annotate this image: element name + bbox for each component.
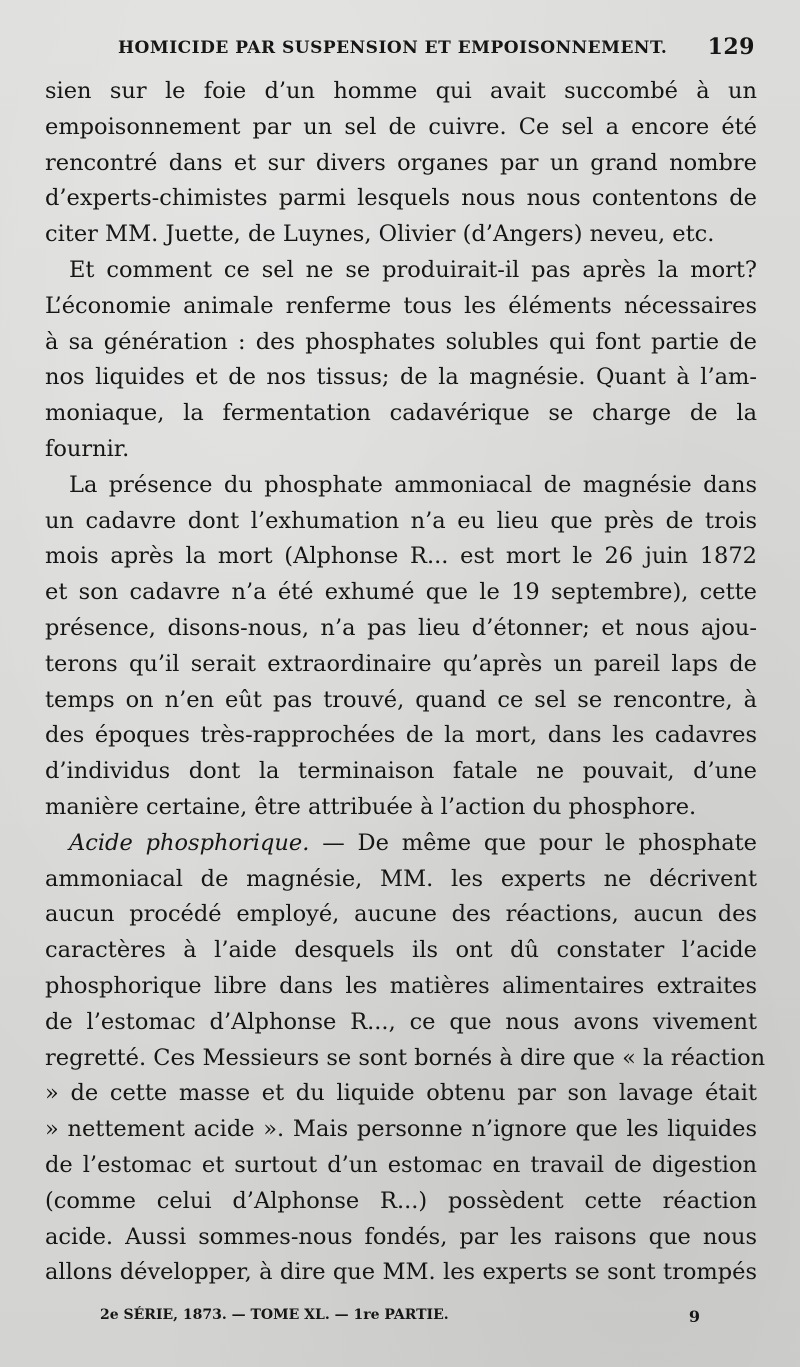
text-line: à sa génération : des phosphates solubles qui font partie de [45, 328, 757, 355]
text-line: aucun procédé employé, aucune des réactions, aucun des [45, 901, 757, 928]
text-line: temps on n’en eût pas trouvé, quand ce sel se rencontre, à [45, 686, 757, 713]
section-heading-continuation: — De même que pour le phosphate [322, 829, 757, 856]
text-line: mois après la mort (Alphonse R... est mort le 26 juin 1872 [45, 543, 757, 570]
text-line: sien sur le foie d’un homme qui avait succombé à un [45, 78, 757, 104]
text-line: L’économie animale renferme tous les éléments nécessaires [45, 292, 757, 319]
text-line: manière certaine, être attribuée à l’action du phosphore. [45, 793, 697, 820]
text-line: de l’estomac et surtout d’un estomac en travail de digestion [45, 1151, 757, 1178]
text-line: allons développer, à dire que MM. les experts se sont trompés [45, 1259, 757, 1286]
text-line: de l’estomac d’Alphonse R..., ce que nous avons vivement [45, 1008, 757, 1035]
section-heading: Acide phosphorique. [69, 829, 310, 856]
page-number: 129 [707, 34, 755, 60]
page-footer [100, 1307, 700, 1331]
paragraph-start-line: Et comment ce sel ne se produirait-il pas après la mort? [69, 256, 757, 283]
text-line: d’individus dont la terminaison fatale ne pouvait, d’une [45, 758, 757, 785]
text-line: présence, disons-nous, n’a pas lieu d’étonner; et nous ajou- [45, 614, 757, 641]
text-line: nos liquides et de nos tissus; de la magnésie. Quant à l’am- [45, 364, 757, 391]
text-line: empoisonnement par un sel de cuivre. Ce sel a encore été [45, 113, 757, 140]
text-line: des époques très-rapprochées de la mort, dans les cadavres [45, 722, 757, 749]
text-line: acide. Aussi sommes-nous fondés, par les raisons que nous [45, 1223, 757, 1250]
running-head [118, 36, 755, 66]
text-line: fournir. [45, 435, 130, 462]
signature-mark: 9 [688, 1307, 700, 1326]
text-line: (comme celui d’Alphonse R...) possèdent cette réaction [45, 1187, 757, 1214]
paragraph-start-line: La présence du phosphate ammoniacal de magnésie dans [69, 471, 757, 498]
text-line: et son cadavre n’a été exhumé que le 19 septembre), cette [45, 579, 757, 606]
text-line: regretté. Ces Messieurs se sont bornés à dire que « la réaction [45, 1044, 766, 1071]
text-line: » nettement acide ». Mais personne n’ignore que les liquides [45, 1116, 757, 1143]
text-line: » de cette masse et du liquide obtenu par son lavage était [45, 1080, 757, 1107]
section-heading-line [45, 826, 757, 862]
text-line: terons qu’il serait extraordinaire qu’après un pareil laps de [45, 650, 757, 677]
text-line: un cadavre dont l’exhumation n’a eu lieu que près de trois [45, 507, 757, 534]
text-line: moniaque, la fermentation cadavérique se charge de la [45, 400, 757, 427]
body-text [45, 74, 766, 1291]
text-line: phosphorique libre dans les matières alimentaires extraites [45, 972, 757, 999]
text-line: caractères à l’aide desquels ils ont dû constater l’acide [45, 937, 757, 964]
text-line: citer MM. Juette, de Luynes, Olivier (d’Angers) neveu, etc. [45, 221, 715, 248]
text-line: d’experts-chimistes parmi lesquels nous nous contentons de [45, 185, 757, 212]
series-line: 2e SÉRIE, 1873. — TOME XL. — 1re PARTIE. [100, 1307, 449, 1323]
text-line: rencontré dans et sur divers organes par un grand nombre [45, 149, 757, 176]
text-line: ammoniacal de magnésie, MM. les experts ne décrivent [45, 865, 757, 892]
running-head-title: HOMICIDE PAR SUSPENSION ET EMPOISONNEMENT. [118, 38, 668, 58]
